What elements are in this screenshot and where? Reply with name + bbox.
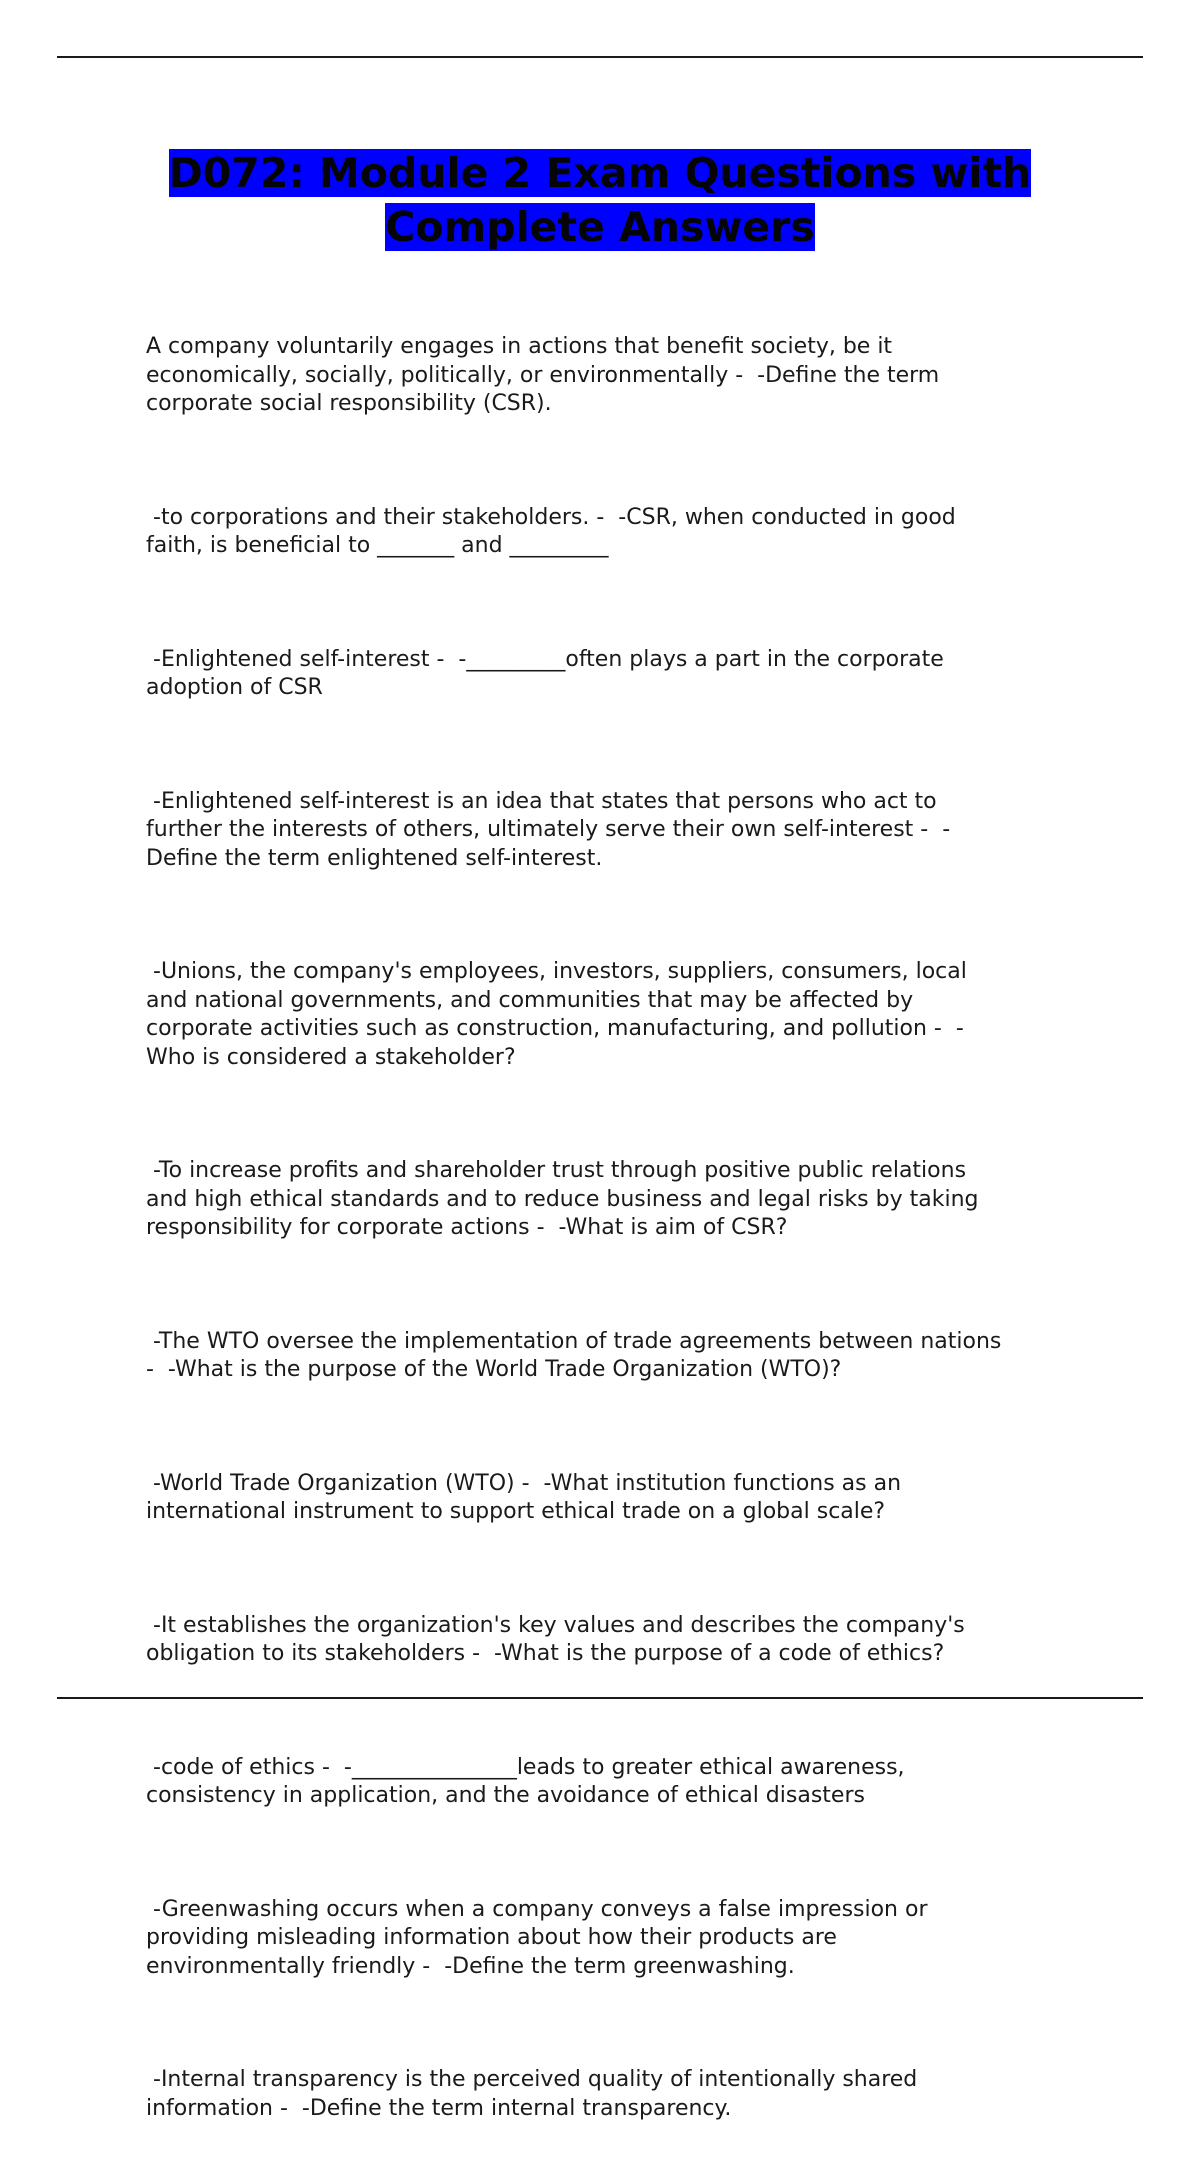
qa-item: -World Trade Organization (WTO) - -What institution functions as an international instrument to support ethical trade on a global scale? <box>146 1470 902 1524</box>
qa-item: -code of ethics - -_______________leads to greater ethical awareness, consistency in application, and the avoidance of ethical disasters <box>146 1754 905 1808</box>
qa-item: -Greenwashing occurs when a company conveys a false impression or providing misleading information about how their products are environmentally friendly - -Define the term greenwashing. <box>146 1896 928 1979</box>
title-line-1: D072: Module 2 Exam Questions with <box>168 149 1032 197</box>
qa-item: -Enlightened self-interest is an idea that states that persons who act to further the interests of others, ultimately serve their own self-interest - - Define the term enlightened self-interest. <box>146 788 951 871</box>
qa-item: -Internal transparency is the perceived quality of intentionally shared information - -Define the term internal transparency. <box>146 2067 918 2121</box>
question-answer-list <box>146 276 1096 2180</box>
bottom-rule <box>57 1697 1143 1699</box>
qa-item: -Enlightened self-interest - -_________often plays a part in the corporate adoption of CSR <box>146 646 944 700</box>
qa-item: -To increase profits and shareholder trust through positive public relations and high ethical standards and to reduce business and legal risks by taking responsibility for corporate actions - -What is aim of CSR? <box>146 1158 979 1240</box>
qa-item: -It establishes the organization's key values and describes the company's obligation to its stakeholders - -What is the purpose of a code of ethics? <box>146 1612 965 1666</box>
qa-item: -The WTO oversee the implementation of trade agreements between nations - -What is the purpose of the World Trade Organization (WTO)? <box>146 1328 1002 1382</box>
qa-item: -to corporations and their stakeholders. - -CSR, when conducted in good faith, is beneficial to _______ and _________ <box>146 504 956 558</box>
qa-item: A company voluntarily engages in actions that benefit society, be it economically, socially, politically, or environmentally - -Define the term corporate social responsibility (CSR). <box>146 334 940 416</box>
top-rule <box>57 56 1143 58</box>
page-title <box>100 146 1100 254</box>
qa-item: -Unions, the company's employees, investors, suppliers, consumers, local and national governments, and communities that may be affected by corporate activities such as construction, manufacturing, and pollution - - Who is considered a stakeholder? <box>146 959 967 1070</box>
title-line-2: Complete Answers <box>385 203 815 251</box>
